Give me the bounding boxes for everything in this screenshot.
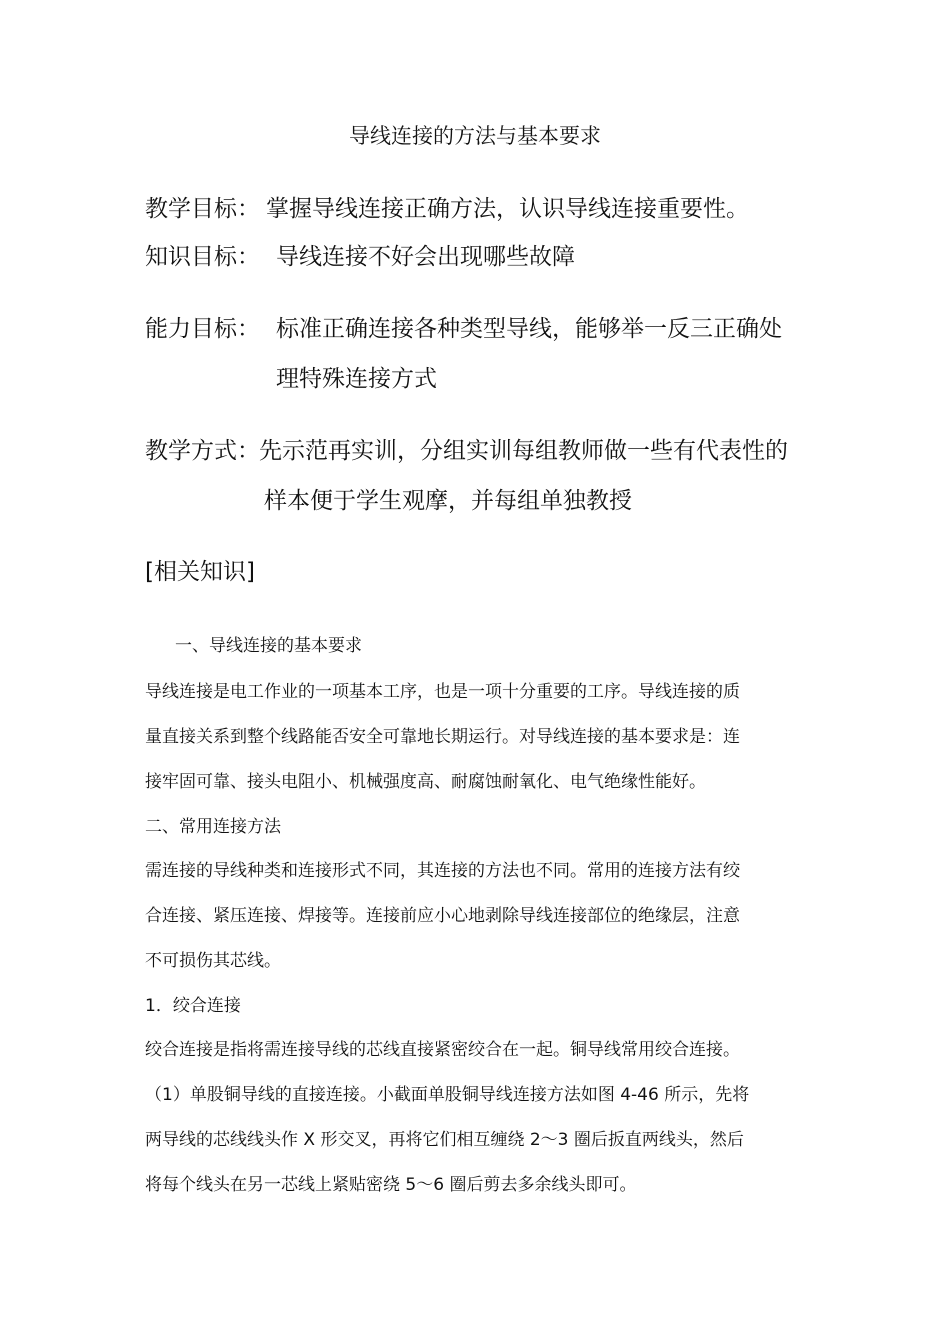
section-1-line: 导线连接是电工作业的一项基本工序，也是一项十分重要的工序。导线连接的质: [145, 682, 740, 702]
subsection-1-line: 将每个线头在另一芯线上紧贴密绕 5～6 圈后剪去多余线头即可。: [145, 1175, 637, 1195]
section-2-line: 不可损伤其芯线。: [145, 951, 281, 971]
subsection-1-heading: 1．绞合连接: [145, 996, 241, 1016]
subsection-1-line: 绞合连接是指将需连接导线的芯线直接紧密绞合在一起。铜导线常用绞合连接。: [145, 1040, 740, 1060]
teaching-method-line-1: 先示范再实训，分组实训每组教师做一些有代表性的: [259, 438, 788, 464]
related-knowledge-heading: [相关知识]: [145, 559, 255, 585]
ability-goal-line-2: 理特殊连接方式: [276, 366, 437, 392]
section-2-heading: 二、常用连接方法: [145, 817, 281, 837]
section-1-line: 量直接关系到整个线路能否安全可靠地长期运行。对导线连接的基本要求是：连: [145, 727, 740, 747]
teaching-method-line-2: 样本便于学生观摩，并每组单独教授: [264, 488, 632, 514]
teaching-goal-label: 教学目标：: [145, 196, 260, 222]
ability-goal-label: 能力目标：: [145, 316, 260, 342]
document-title: 导线连接的方法与基本要求: [349, 124, 601, 148]
subsection-1-line: （1）单股铜导线的直接连接。小截面单股铜导线连接方法如图 4-46 所示，先将: [145, 1085, 750, 1105]
subsection-1-line: 两导线的芯线线头作 X 形交叉，再将它们相互缠绕 2～3 圈后扳直两线头，然后: [145, 1130, 744, 1150]
section-1-heading: 一、导线连接的基本要求: [175, 636, 362, 656]
knowledge-goal-label: 知识目标：: [145, 244, 260, 270]
section-2-line: 需连接的导线种类和连接形式不同，其连接的方法也不同。常用的连接方法有绞: [145, 861, 740, 881]
section-1-line: 接牢固可靠、接头电阻小、机械强度高、耐腐蚀耐氧化、电气绝缘性能好。: [145, 772, 706, 792]
teaching-method-label: 教学方式：: [145, 438, 260, 464]
ability-goal-line-1: 标准正确连接各种类型导线，能够举一反三正确处: [276, 316, 782, 342]
knowledge-goal-text: 导线连接不好会出现哪些故障: [276, 244, 575, 270]
section-2-line: 合连接、紧压连接、焊接等。连接前应小心地剥除导线连接部位的绝缘层，注意: [145, 906, 740, 926]
teaching-goal-text: 掌握导线连接正确方法，认识导线连接重要性。: [266, 196, 749, 222]
